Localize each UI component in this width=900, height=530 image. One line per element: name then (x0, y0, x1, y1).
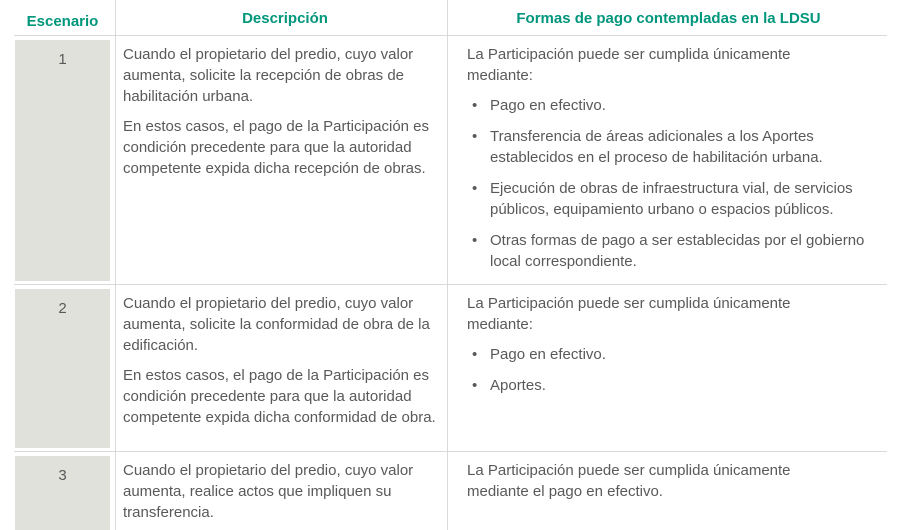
formas-bullet-item: • Ejecución de obras de infraestructura vial, de servicios públicos, equipamiento urbano o espacios públicos. (467, 178, 870, 220)
table-row (14, 451, 887, 530)
formas-de-pago-cell (447, 285, 887, 451)
escenario-number: 1 (58, 51, 67, 68)
formas-bullet-list (467, 344, 870, 396)
escenario-number: 3 (58, 467, 67, 484)
column-header-descripcion: Descripción (115, 0, 447, 41)
descripcion-cell (115, 285, 447, 451)
escenario-cell (14, 36, 115, 284)
formas-intro-text: La Participación puede ser cumplida únicamente mediante: (467, 46, 791, 84)
descripcion-paragraph: En estos casos, el pago de la Participación es condición precedente para que la autoridad competente expida dicha conformidad de obra. (123, 367, 436, 426)
column-header-formas-de-pago: Formas de pago contempladas en la LDSU (447, 0, 887, 41)
escenario-cell (14, 452, 115, 530)
formas-bullet-item: • Pago en efectivo. (467, 344, 870, 365)
table-row (14, 36, 887, 284)
formas-de-pago-cell (447, 452, 887, 530)
descripcion-cell (115, 36, 447, 284)
formas-bullet-list (467, 95, 870, 272)
descripcion-cell (115, 452, 447, 530)
escenario-number-box (15, 456, 110, 530)
escenario-cell (14, 285, 115, 451)
column-header-escenario: Escenario (26, 12, 99, 30)
formas-bullet-item: • Otras formas de pago a ser establecidas por el gobierno local correspondiente. (467, 230, 870, 272)
table-header-row (14, 0, 887, 36)
descripcion-paragraph: Cuando el propietario del predio, cuyo valor aumenta, solicite la recepción de obras de habilitación urbana. (123, 46, 414, 105)
formas-intro-text: La Participación puede ser cumplida únicamente mediante el pago en efectivo. (467, 462, 791, 500)
table-body (14, 36, 887, 530)
descripcion-paragraph: Cuando el propietario del predio, cuyo valor aumenta, realice actos que impliquen su transferencia. (123, 462, 414, 521)
formas-bullet-item: • Pago en efectivo. (467, 95, 870, 116)
participation-payment-table (14, 0, 887, 530)
formas-bullet-item: • Transferencia de áreas adicionales a los Aportes establecidos en el proceso de habilitación urbana. (467, 126, 870, 168)
escenario-number: 2 (58, 300, 67, 317)
escenario-number-box (15, 40, 110, 281)
descripcion-paragraph: En estos casos, el pago de la Participación es condición precedente para que la autoridad competente expida dicha recepción de obras. (123, 118, 430, 177)
descripcion-paragraph: Cuando el propietario del predio, cuyo valor aumenta, solicite la conformidad de obra de la edificación. (123, 295, 430, 354)
escenario-number-box (15, 289, 110, 448)
formas-de-pago-cell (447, 36, 887, 284)
formas-intro-text: La Participación puede ser cumplida únicamente mediante: (467, 295, 791, 333)
formas-bullet-item: • Aportes. (467, 375, 870, 396)
table-row (14, 284, 887, 451)
